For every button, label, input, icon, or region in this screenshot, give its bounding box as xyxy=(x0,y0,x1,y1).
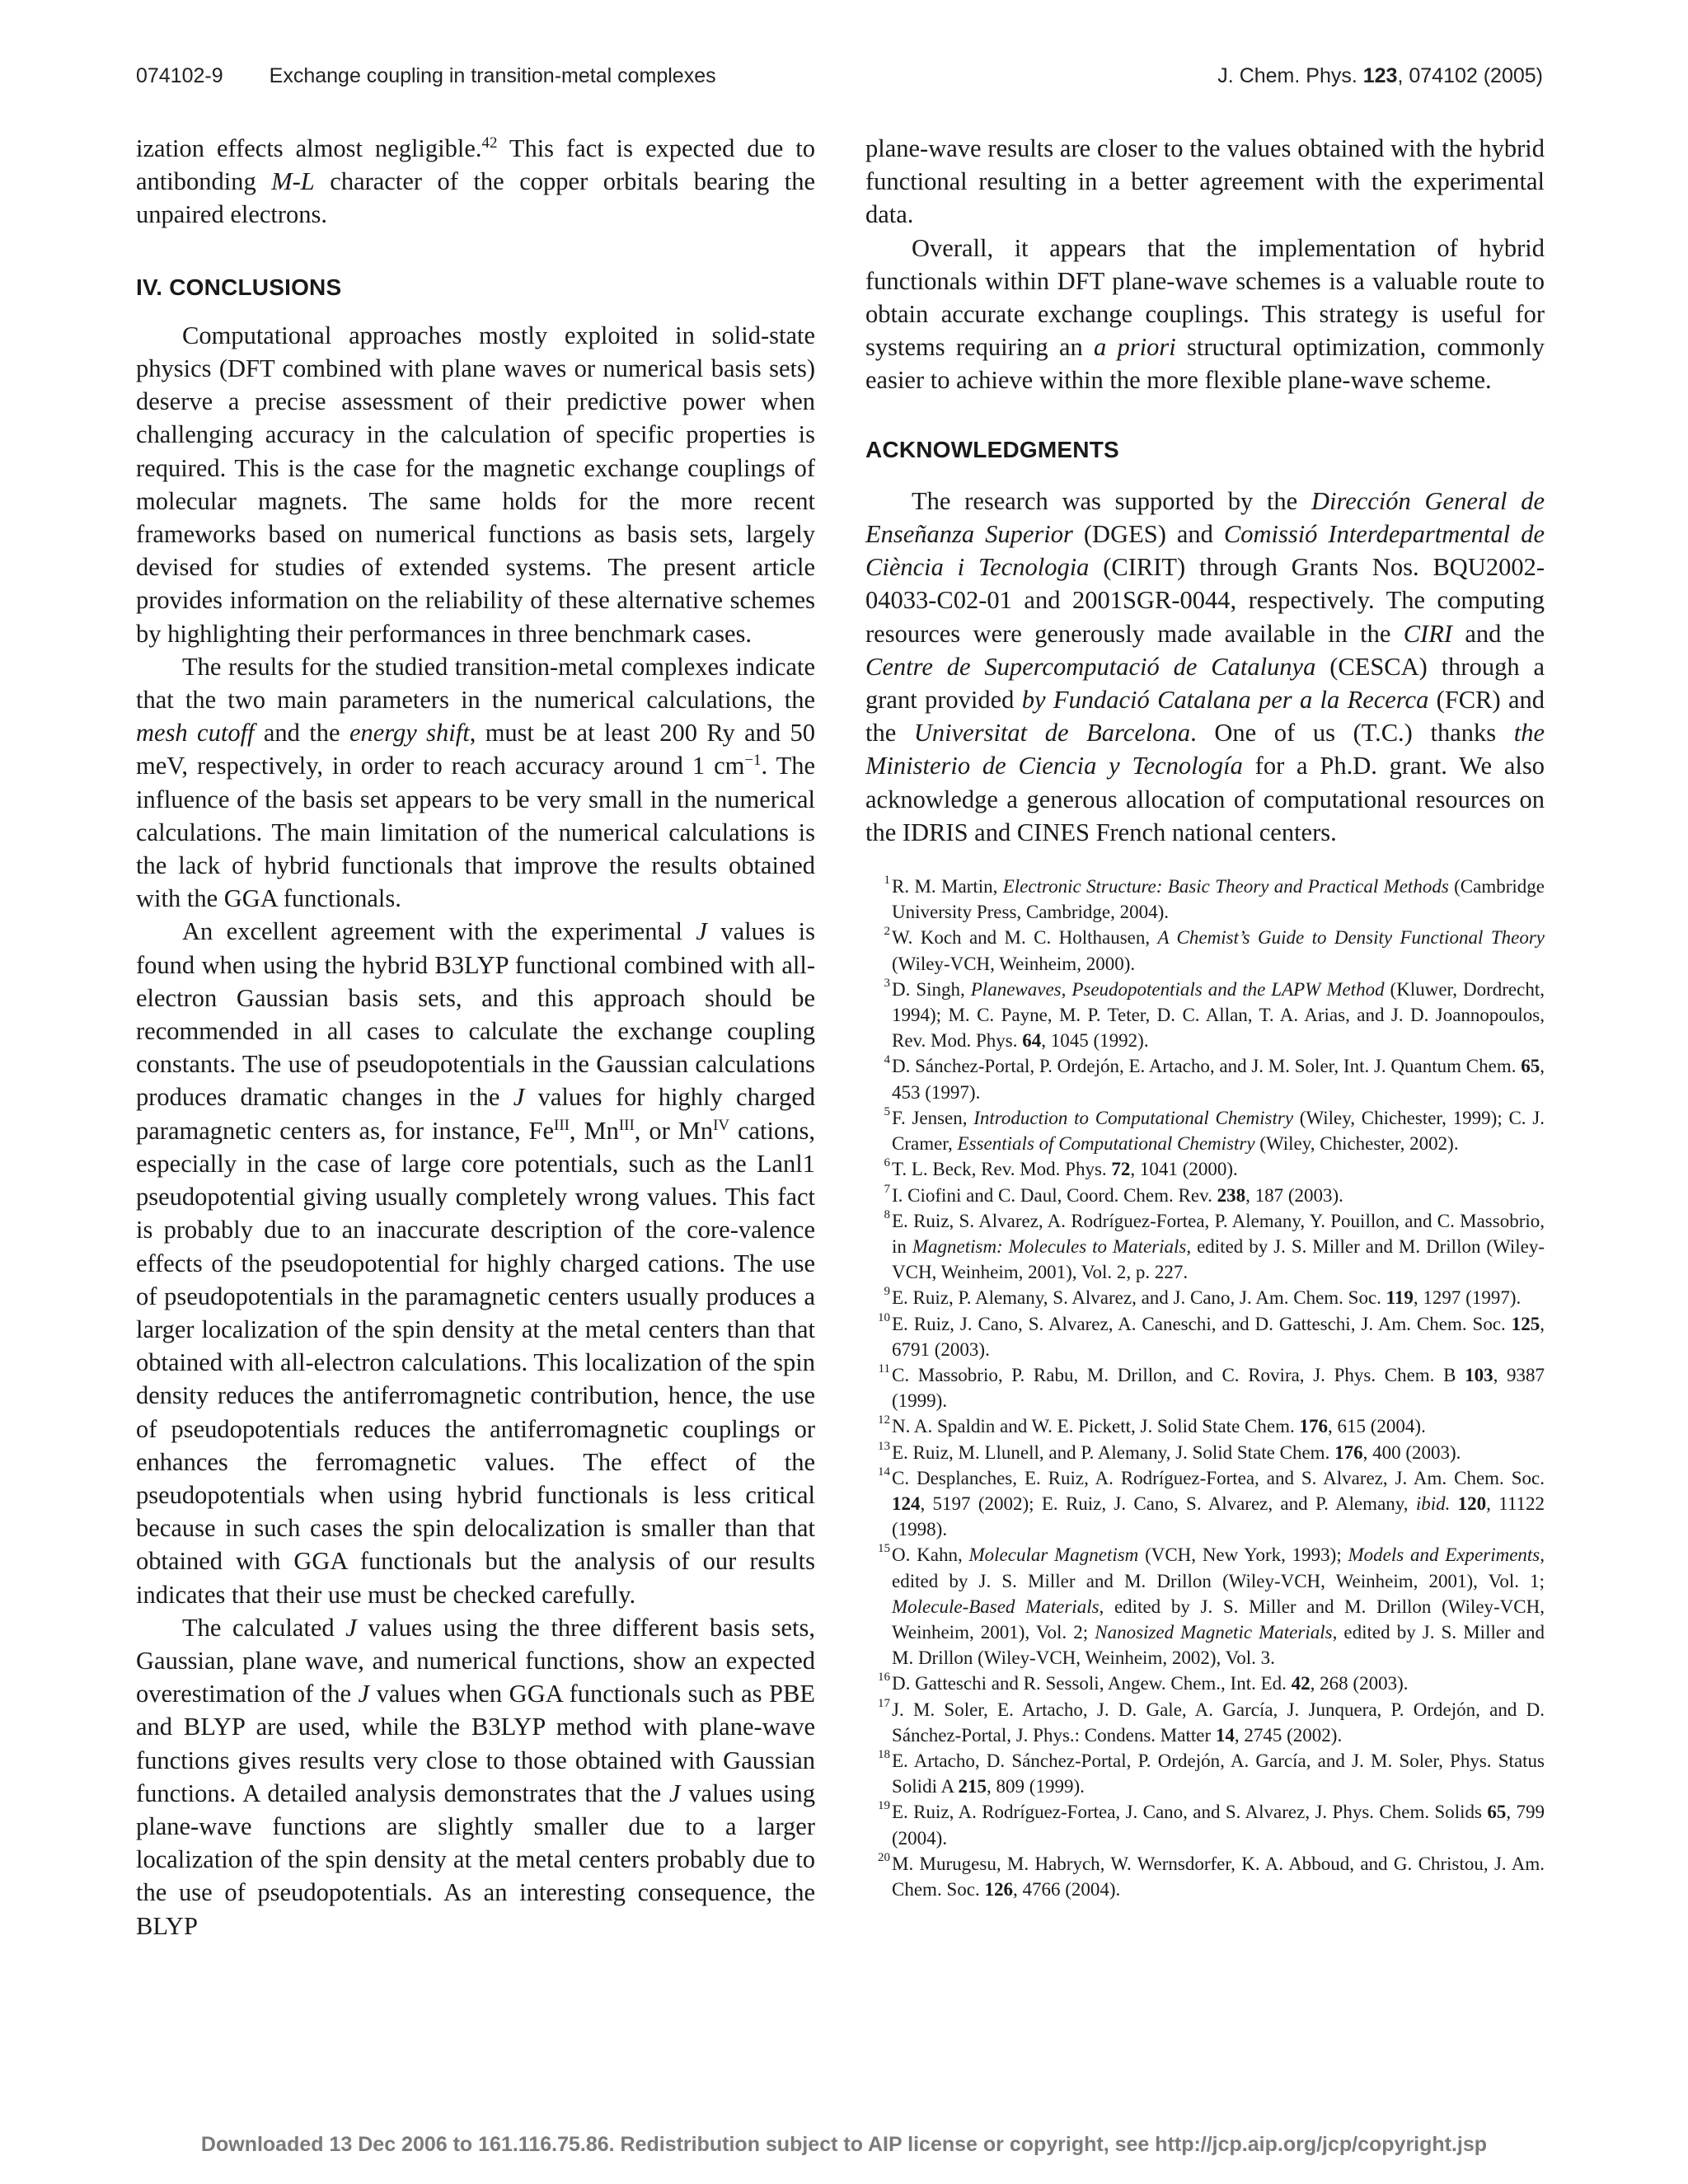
reference-item xyxy=(865,1156,1545,1182)
reference-number: 3 xyxy=(884,976,890,990)
reference-number: 11 xyxy=(878,1361,890,1376)
reference-item xyxy=(865,1183,1545,1208)
reference-text: C. Desplanches, E. Ruiz, A. Rodríguez-Fortea, and S. Alvarez, J. Am. Chem. Soc. 124, 5197 (2002); E. Ruiz, J. Cano, S. Alvarez, and P. Alemany, ibid. 120, 11122 (1998). xyxy=(892,1467,1545,1540)
reference-item xyxy=(865,1311,1545,1362)
reference-number: 9 xyxy=(884,1285,890,1299)
reference-item xyxy=(865,1413,1545,1439)
reference-item xyxy=(865,874,1545,925)
acknowledgments-paragraph: The research was supported by the Dirección General de Enseñanza Superior (DGES) and Comissió Interdepartmental de Ciència i Tecnologia (CIRIT) through Grants Nos. BQU2002-04033-C02-01 and 2001SGR-0044, respectively. The computing resources were generously made available in the CIRI and the Centre de Supercomputació de Catalunya (CESCA) through a grant provided by Fundació Catalana per a la Recerca (FCR) and the Universitat de Barcelona. One of us (T.C.) thanks the Ministerio de Ciencia y Tecnología for a Ph.D. grant. We also acknowledge a generous allocation of computational resources on the IDRIS and CINES French national centers. xyxy=(865,486,1545,846)
reference-text: E. Artacho, D. Sánchez-Portal, P. Ordejón, A. García, and J. M. Soler, Phys. Status Solidi A 215, 809 (1999). xyxy=(892,1750,1545,1797)
reference-item xyxy=(865,977,1545,1054)
reference-number: 8 xyxy=(884,1207,890,1221)
continued-paragraph: plane-wave results are closer to the values obtained with the hybrid functional resulting in a better agreement with the experimental data. xyxy=(865,134,1545,229)
conclusions-paragraph-2: The results for the studied transition-metal complexes indicate that the two main parameters in the numerical calculations, the mesh cutoff and the energy shift, must be at least 200 Ry and 50 meV, respectively, in order to reach accuracy around 1 $cm^{-1}$. The influence of the basis set appears to be very small in the numerical calculations. The main limitation of the numerical calculations is the lack of hybrid functionals that improve the results obtained with the GGA functionals. xyxy=(136,652,815,913)
reference-item xyxy=(865,1697,1545,1748)
reference-item xyxy=(865,1465,1545,1543)
journal-prefix: J. Chem. Phys. xyxy=(1217,64,1363,87)
reference-item xyxy=(865,1285,1545,1310)
header-left xyxy=(136,64,716,88)
reference-number: 14 xyxy=(878,1465,890,1479)
reference-text: E. Ruiz, P. Alemany, S. Alvarez, and J. Cano, J. Am. Chem. Soc. 119, 1297 (1997). xyxy=(892,1287,1522,1309)
reference-text: T. L. Beck, Rev. Mod. Phys. 72, 1041 (2000). xyxy=(892,1159,1238,1180)
reference-text: E. Ruiz, J. Cano, S. Alvarez, A. Caneschi, and D. Gatteschi, J. Am. Chem. Soc. 125, 6791 (2003). xyxy=(892,1313,1545,1360)
page-number: 074102-9 xyxy=(136,64,223,87)
journal-citation-rest: , 074102 (2005) xyxy=(1397,64,1543,87)
reference-number: 16 xyxy=(878,1671,890,1685)
section-heading-conclusions: IV. CONCLUSIONS xyxy=(136,274,342,300)
reference-number: 17 xyxy=(878,1696,890,1710)
reference-number: 4 xyxy=(884,1053,890,1067)
reference-item xyxy=(865,1105,1545,1156)
conclusions-paragraph-4: The calculated J values using the three different basis sets, Gaussian, plane wave, and numerical functions, show an expected overestimation of the J values when GGA functionals such as PBE and BLYP are used, while the B3LYP method with plane-wave functions gives results very close to those obtained with Gaussian functions. A detailed analysis demonstrates that the J values using plane-wave functions are slightly smaller due to a larger localization of the spin density at the metal centers probably due to the use of pseudopotentials. As an interesting consequence, the BLYP xyxy=(136,1613,816,1940)
reference-item xyxy=(865,1362,1545,1413)
reference-text: O. Kahn, Molecular Magnetism (VCH, New York, 1993); Models and Experiments, edited by J. S. Miller and M. Drillon (Wiley-VCH, Weinheim, 2001), Vol. 1; Molecule-Based Materials, edited by J. S. Miller and M. Drillon (Wiley-VCH, Weinheim, 2001), Vol. 2; Nanosized Magnetic Materials, edited by J. S. Miller and M. Drillon (Wiley-VCH, Weinheim, 2002), Vol. 3. xyxy=(892,1544,1545,1669)
journal-citation xyxy=(1217,64,1543,88)
reference-number: 20 xyxy=(878,1850,890,1864)
reference-text: I. Ciofini and C. Daul, Coord. Chem. Rev. 238, 187 (2003). xyxy=(892,1184,1343,1206)
reference-text: E. Ruiz, S. Alvarez, A. Rodríguez-Fortea, P. Alemany, Y. Pouillon, and C. Massobrio, in Magnetism: Molecules to Materials, edited by J. S. Miller and M. Drillon (Wiley-VCH, Weinheim, 2001), Vol. 2, p. 227. xyxy=(892,1210,1545,1283)
references-list xyxy=(865,874,1545,1902)
reference-text: N. A. Spaldin and W. E. Pickett, J. Solid State Chem. 176, 615 (2004). xyxy=(892,1416,1426,1437)
running-title: Exchange coupling in transition-metal complexes xyxy=(269,64,716,87)
reference-item xyxy=(865,1440,1545,1465)
reference-text: F. Jensen, Introduction to Computational Chemistry (Wiley, Chichester, 1999); C. J. Cramer, Essentials of Computational Chemistry (Wiley, Chichester, 2002). xyxy=(892,1107,1545,1155)
reference-text: D. Gatteschi and R. Sessoli, Angew. Chem., Int. Ed. 42, 268 (2003). xyxy=(892,1673,1409,1694)
reference-text: E. Ruiz, A. Rodríguez-Fortea, J. Cano, and S. Alvarez, J. Phys. Chem. Solids 65, 799 (2004). xyxy=(892,1802,1545,1849)
reference-item xyxy=(865,1748,1545,1799)
reference-number: 18 xyxy=(878,1747,890,1761)
reference-number: 5 xyxy=(884,1104,890,1118)
left-column xyxy=(136,132,815,1943)
reference-text: C. Massobrio, P. Rabu, M. Drillon, and C. Rovira, J. Phys. Chem. B 103, 9387 (1999). xyxy=(892,1364,1545,1412)
reference-item xyxy=(865,1799,1545,1850)
reference-number: 13 xyxy=(878,1439,890,1453)
intro-paragraph: ization effects almost negligible.$^{42}$ This fact is expected due to antibonding M-L character of the copper orbitals bearing the unpaired electrons. xyxy=(136,134,816,229)
reference-text: R. M. Martin, Electronic Structure: Basic Theory and Practical Methods (Cambridge University Press, Cambridge, 2004). xyxy=(892,876,1545,923)
reference-number: 19 xyxy=(878,1799,890,1813)
reference-text: E. Ruiz, M. Llunell, and P. Alemany, J. Solid State Chem. 176, 400 (2003). xyxy=(892,1441,1461,1463)
reference-item xyxy=(865,1053,1545,1104)
journal-volume: 123 xyxy=(1362,64,1398,87)
reference-text: M. Murugesu, M. Habrych, W. Wernsdorfer, K. A. Abboud, and G. Christou, J. Am. Chem. Soc. 126, 4766 (2004). xyxy=(892,1853,1545,1900)
reference-item xyxy=(865,1542,1545,1671)
download-footer: Downloaded 13 Dec 2006 to 161.116.75.86. Redistribution subject to AIP license or copyright, see http://jcp.aip.org/jcp/copyright.jsp xyxy=(200,2133,1488,2156)
reference-number: 2 xyxy=(884,925,890,939)
conclusions-paragraph-5: Overall, it appears that the implementation of hybrid functionals within DFT plane-wave schemes is a valuable route to obtain accurate exchange couplings. This strategy is useful for systems requiring an a priori structural optimization, commonly easier to achieve within the more flexible plane-wave scheme. xyxy=(865,233,1545,395)
reference-number: 7 xyxy=(884,1182,890,1196)
reference-item xyxy=(865,925,1545,976)
reference-number: 10 xyxy=(878,1310,890,1324)
page-header xyxy=(136,64,1543,97)
conclusions-paragraph-3: An excellent agreement with the experimental J values is found when using the hybrid B3LYP functional combined with all-electron Gaussian basis sets, and this approach should be recommended in all cases to calculate the exchange coupling constants. The use of pseudopotentials in the Gaussian calculations produces dramatic changes in the J values for highly charged paramagnetic centers as, for instance, $Fe^{III}$, $Mn^{III}$, or $Mn^{IV}$ cations, especially in the case of large core potentials, such as the Lanl1 pseudopotential giving usually completely wrong values. This fact is probably due to an inaccurate description of the core-valence effects of the pseudopotential for highly charged cations. The use of pseudopotentials in the paramagnetic centers usually produces a larger localization of the spin density at the metal centers than that obtained with all-electron calculations. This localization of the spin density reduces the antiferromagnetic contribution, hence, the use of pseudopotentials reduces the antiferromagnetic couplings or enhances the ferromagnetic values. The effect of the pseudopotentials when using hybrid functionals is less critical because in such cases the spin delocalization is smaller than that obtained with GGA functionals but the analysis of our results indicates that their use must be checked carefully. xyxy=(136,917,815,1609)
reference-text: J. M. Soler, E. Artacho, J. D. Gale, A. García, J. Junquera, P. Ordejón, and D. Sánchez-Portal, J. Phys.: Condens. Matter 14, 2745 (2002). xyxy=(892,1699,1545,1746)
reference-item xyxy=(865,1671,1545,1696)
reference-text: D. Singh, Planewaves, Pseudopotentials and the LAPW Method (Kluwer, Dordrecht, 1994); M. C. Payne, M. P. Teter, D. C. Allan, T. A. Arias, and J. D. Joannopoulos, Rev. Mod. Phys. 64, 1045 (1992). xyxy=(892,978,1545,1052)
reference-text: D. Sánchez-Portal, P. Ordejón, E. Artacho, and J. M. Soler, Int. J. Quantum Chem. 65, 453 (1997). xyxy=(892,1056,1545,1103)
conclusions-paragraph-1: Computational approaches mostly exploited in solid-state physics (DFT combined with plane waves or numerical basis sets) deserve a precise assessment of their predictive power when challenging accuracy in the calculation of specific properties is required. This is the case for the magnetic exchange couplings of molecular magnets. The same holds for the more recent frameworks based on numerical functions as basis sets, largely devised for studies of extended systems. The present article provides information on the reliability of these alternative schemes by highlighting their performances in three benchmark cases. xyxy=(136,321,815,648)
section-heading-acknowledgments: ACKNOWLEDGMENTS xyxy=(865,436,1119,462)
reference-number: 1 xyxy=(884,874,890,888)
reference-item xyxy=(865,1208,1545,1286)
reference-text: W. Koch and M. C. Holthausen, A Chemist’s Guide to Density Functional Theory (Wiley-VCH, Weinheim, 2000). xyxy=(892,927,1545,974)
reference-number: 15 xyxy=(878,1542,890,1556)
reference-number: 12 xyxy=(878,1413,890,1427)
right-column xyxy=(865,132,1545,1902)
reference-item xyxy=(865,1851,1545,1902)
reference-number: 6 xyxy=(884,1156,890,1170)
